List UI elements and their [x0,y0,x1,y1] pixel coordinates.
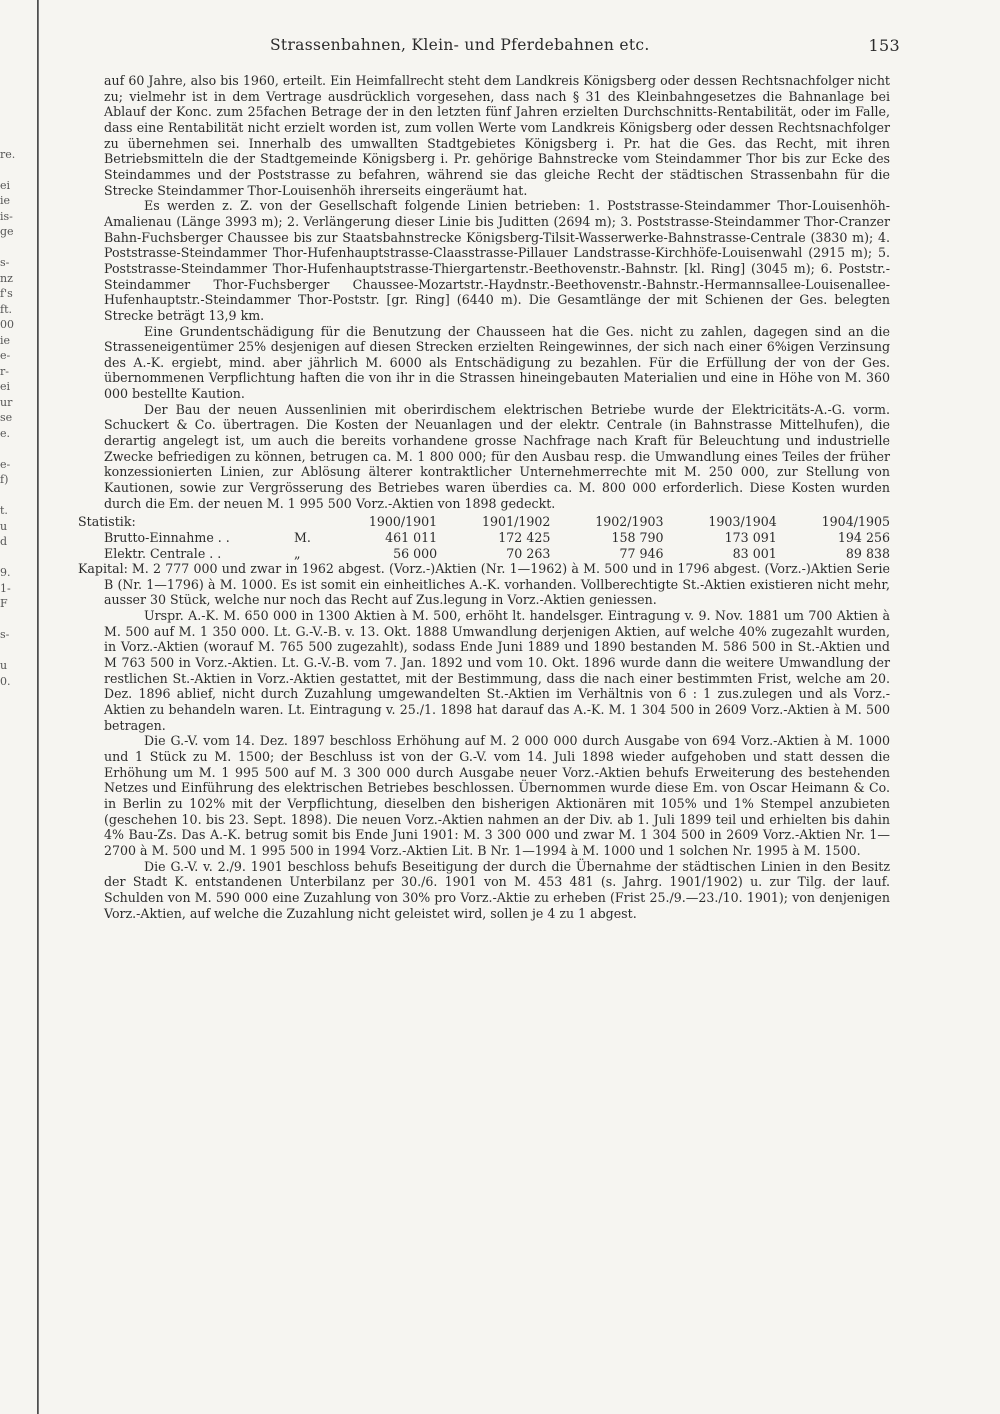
paragraph-history: Urspr. A.-K. M. 650 000 in 1300 Aktien à M. 500, erhöht lt. handelsger. Eintragung v. 9. Nov. 1881 um 700 Aktien à M. 500 auf M. 1 350 000. Lt. G.-V.-B. v. 13. Okt. 1888 Umwandlung derjenigen Aktien, auf welche 40% zugezahlt wurden, in Vorz.-Aktien (worauf M. 765 500 zugezahlt), sodass Ende Juni 1889 und 1890 bestanden M. 586 500 in St.-Aktien und M 763 500 in Vorz.-Aktien. Lt. G.-V.-B. vom 7. Jan. 1892 und vom 10. Okt. 1896 wurde dann die weitere Umwandlung der restlichen St.-Aktien in Vorz.-Aktien gestattet, mit der Bestimmung, dass die nach einer bestimmten Frist, welche am 20. Dez. 1896 ablief, nicht durch Zuzahlung umgewandelten St.-Aktien im Verhältnis von 6 : 1 zus.zulegen und als Vorz.-Aktien zu behandeln waren. Lt. Eintragung v. 25./1. 1898 hat darauf das A.-K. M. 1 304 500 in 2609 Vorz.-Aktien à M. 500 betragen. [104,608,890,733]
margin-fragment [0,131,22,147]
margin-fragment: 00 [0,318,14,331]
value-cell: 70 263 [506,545,551,561]
margin-fragment [0,550,22,566]
paragraph-lines: Es werden z. Z. von der Gesellschaft folgende Linien betrieben: 1. Poststrasse-Steindammer Thor-Louisenhöh-Amalienau (Länge 3993 m); 2. Verlängerung dieser Linie bis Juditten (2694 m); 3. Poststrasse-Steindammer Thor-Cranzer Bahn-Fuchsberger Chaussee bis zur Staatsbahnstrecke Königsberg-Tilsit-Wasserwerke-Bahnstrasse-Centrale (3830 m); 4. Poststrasse-Steindammer Thor-Hufenhauptstrasse-Claasstrasse-Pillauer Landstrasse-Kirchhöfe-Louisenwahl (2915 m); 5. Poststrasse-Steindammer Thor-Hufenhauptstrasse-Thiergartenstr.-Beethovenstr.-Bahnstr. [kl. Ring] (3045 m); 6. Poststr.-Steindammer Thor-Fuchsberger Chaussee-Mozartstr.-Haydnstr.-Beethovenstr.-Bahnstr.-Hermannsallee-Louisenallee-Hufenhauptstr.-Steindammer Thor-Poststr. [gr. Ring] (6440 m). Die Gesamtlänge der mit Schienen der Ges. belegten Strecke beträgt 13,9 km. [104,198,890,323]
capital-text: M. 2 777 000 und zwar in 1962 abgest. (Vorz.-)Aktien (Nr. 1—1962) à M. 500 und in 1796 abgest. (Vorz.-)Aktien Serie B (Nr. 1—1796) à M. 1000. Es ist somit ein einheitliches A.-K. vorhanden. Vollberechtigte St.-Aktien existieren nicht mehr, ausser 30 Stück, welche nur noch das Recht auf Zus.legung in Vorz.-Aktien geniessen. [104,561,890,608]
margin-fragment: ei [0,178,11,192]
year-cell: 1901/1902 [482,514,551,530]
body-text [78,73,890,921]
row-unit: M. [294,529,311,545]
margin-fragment: u [0,659,8,672]
value-cell: 158 790 [611,529,664,545]
margin-fragment: e. [0,426,11,440]
paragraph-reduction: Die G.-V. v. 2./9. 1901 beschloss behufs Beseitigung der durch die Übernahme der städtischen Linien in den Besitz der Stadt K. entstandenen Unterbilanz per 30./6. 1901 von M. 453 481 (s. Jahrg. 1901/1902) u. zur Tilg. der lauf. Schulden von M. 590 000 eine Zuzahlung von 30% pro Vorz.-Aktie zu erheben (Frist 25./9.—23./10. 1901); von denjenigen Vorz.-Aktien, auf welche die Zuzahlung nicht geleistet wird, sollen je 4 zu 1 abgest. [104,858,890,921]
margin-fragment: u [0,519,8,533]
year-cell: 1904/1905 [821,514,890,530]
value-cell: 56 000 [393,545,438,561]
margin-fragment: ur [0,395,13,409]
value-cell: 173 091 [724,529,777,545]
value-cell: 194 256 [837,529,890,545]
capital-label: Kapital: [78,561,128,577]
margin-fragment [0,116,22,132]
value-cell: 89 838 [845,545,890,561]
margin-fragment: is- [0,209,13,223]
margin-fragment: 1- [0,581,11,595]
paragraph-capital [78,561,890,608]
statistik-header-row [104,514,890,530]
row-label: Brutto-Einnahme . . [104,529,230,545]
margin-fragment: f's [0,287,13,300]
margin-fragment: ie [0,333,11,347]
year-cell: 1902/1903 [595,514,664,530]
margin-fragment: e- [0,349,11,362]
margin-fragment: ie [0,194,11,207]
margin-fragment: re. [0,147,16,161]
margin-fragment [0,612,22,628]
margin-fragment: t. [0,504,8,517]
paragraph-concession: auf 60 Jahre, also bis 1960, erteilt. Ein Heimfallrecht steht dem Landkreis Königsberg oder dessen Rechtsnachfolger nicht zu; vielmehr ist in dem Vertrage ausdrücklich vorgesehen, dass nach § 31 des Kleinbahngesetzes die Bahnanlage bei Ablauf der Konc. zum 25fachen Betrage der in den letzten fünf Jahren erzielten Durchschnitts-Rentabilität, oder im Falle, dass eine Rentabilität nicht erzielt worden ist, zum vollen Werte vom Landkreis Königsberg oder dessen Rechtsnachfolger zu übernehmen sei. Innerhalb des umwallten Stadtgebietes Königsberg i. Pr. hat die Ges. das Recht, mit ihren Betriebsmitteln die der Stadtgemeinde Königsberg i. Pr. gehörige Bahnstrecke vom Steindammer Thor bis zur Ecke des Steindammes und der Poststrasse zu befahren, während sie das gleiche Recht der städtischen Strassenbahn für die Strecke Steindammer Thor-Louisenhöh ihrerseits eingeräumt hat. [104,73,890,198]
table-row [104,530,890,546]
running-header [270,36,900,54]
margin-fragment: F [0,597,8,610]
value-cell: 83 001 [732,545,777,561]
margin-fragment [0,100,22,116]
table-row [104,546,890,562]
margin-fragment: ft. [0,302,12,316]
margin-fragment: f) [0,473,9,486]
margin-fragment: 9. [0,566,11,579]
row-label: Elektr. Centrale . . [104,545,222,561]
margin-fragment: s- [0,628,10,641]
margin-fragment [0,162,22,178]
value-cell: 77 946 [619,545,664,561]
margin-fragment: se [0,411,13,424]
margin-fragment: r- [0,364,9,378]
statistik-label: Statistik: [78,514,136,530]
margin-fragment [0,643,22,659]
margin-fragment: s- [0,256,10,269]
margin-fragment: e- [0,457,11,471]
page-number: 153 [868,36,900,55]
margin-fragment [0,441,22,457]
binding-gutter [37,0,39,1414]
margin-fragment: nz [0,271,13,285]
adjacent-page-margin-fragments [0,100,22,1100]
row-unit: „ [294,545,301,561]
margin-fragment [0,240,22,256]
header-title: Strassenbahnen, Klein- und Pferdebahnen etc. [270,36,650,54]
paragraph-compensation: Eine Grundentschädigung für die Benutzung der Chausseen hat die Ges. nicht zu zahlen, dagegen sind an die Strasseneigentümer 25% desjenigen auf diesen Strecken erzielten Reingewinnes, der sich nach einer 6%igen Verzinsung des A.-K. ergiebt, mind. aber jährlich M. 6000 als Entschädigung zu bezahlen. Für die Erfüllung der von der Ges. übernommenen Verpflichtung haften die von ihr in die Strassen hineingebauten Materialien und eine in Höhe von M. 360 000 bestellte Kaution. [104,323,890,402]
year-cell: 1900/1901 [368,514,438,530]
margin-fragment: ge [0,225,14,238]
margin-fragment [0,488,22,504]
value-cell: 172 425 [498,529,551,545]
year-cell: 1903/1904 [708,514,777,530]
paragraph-increase: Die G.-V. vom 14. Dez. 1897 beschloss Erhöhung auf M. 2 000 000 durch Ausgabe von 694 Vorz.-Aktien à M. 1000 und 1 Stück zu M. 1500; der Beschluss ist von der G.-V. vom 14. Juli 1898 wieder aufgehoben und statt dessen die Erhöhung um M. 1 995 500 auf M. 3 300 000 durch Ausgabe neuer Vorz.-Aktien behufs Erweiterung des bestehenden Netzes und Einführung des elektrischen Betriebes beschlossen. Übernommen wurde diese Em. von Oscar Heimann & Co. in Berlin zu 102% mit der Verpflichtung, dieselben den bisherigen Aktionären mit 105% und 1% Stempel anzubieten (geschehen 10. bis 23. Sept. 1898). Die neuen Vorz.-Aktien nahmen an der Div. ab 1. Juli 1899 teil und erhielten bis dahin 4% Bau-Zs. Das A.-K. betrug somit bis Ende Juni 1901: M. 3 300 000 und zwar M. 1 304 500 in 2609 Vorz.-Aktien Nr. 1—2700 à M. 500 und M. 1 995 500 in 1994 Vorz.-Aktien Lit. B Nr. 1—1994 à M. 1000 und 1 solchen Nr. 1995 à M. 1500. [104,733,890,858]
paragraph-construction: Der Bau der neuen Aussenlinien mit oberirdischem elektrischen Betriebe wurde der Elektricitäts-A.-G. vorm. Schuckert & Co. übertragen. Die Kosten der Neuanlagen und der elektr. Centrale (in Bahnstrasse Mittelhufen), die derartig angelegt ist, um auch die bereits vorhandene grosse Nachfrage nach Kraft für Beleuchtung und industrielle Zwecke befriedigen zu können, betrugen ca. M. 1 800 000; für den Ausbau resp. die Umwandlung eines Teiles der früher konzessionierten Linien, zur Ablösung älterer kontraktlicher Unternehmerrechte mit M. 250 000, zur Stellung von Kautionen, sowie zur Vergrösserung des Betriebes waren überdies ca. M. 800 000 erforderlich. Diese Kosten wurden durch die Em. der neuen M. 1 995 500 Vorz.-Aktien von 1898 gedeckt. [104,401,890,511]
margin-fragment: 0. [0,674,11,688]
margin-fragment: d [0,535,8,548]
value-cell: 461 011 [385,529,438,545]
statistik-table [78,514,890,561]
margin-fragment: ei [0,380,11,393]
